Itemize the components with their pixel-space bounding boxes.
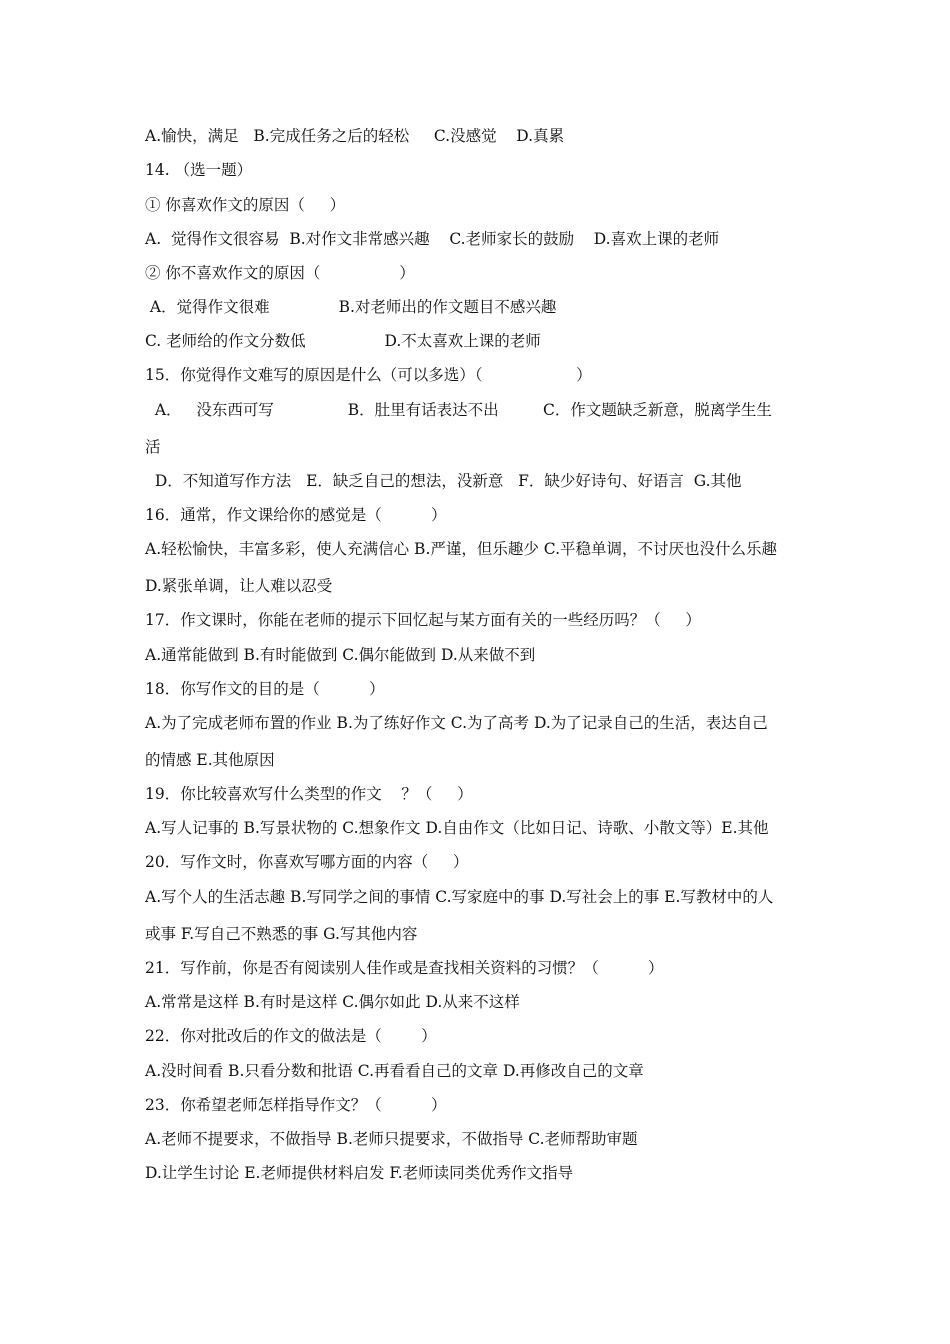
question-23: 23．你希望老师怎样指导作文？（ ） xyxy=(145,1096,447,1114)
answer-options-18b: 的情感 E.其他原因 xyxy=(145,751,275,769)
answer-options-15a: A． 没东西可写 B．肚里有话表达不出 C．作文题缺乏新意，脱离学生生 xyxy=(145,401,772,419)
answer-options-13: A.愉快，满足 B.完成任务之后的轻松 C.没感觉 D.真累 xyxy=(145,127,565,145)
question-21: 21．写作前，你是否有阅读别人佳作或是查找相关资料的习惯？（ ） xyxy=(145,959,664,977)
question-15: 15．你觉得作文难写的原因是什么（可以多选）（ ） xyxy=(145,366,592,384)
answer-options-16b: D.紧张单调，让人难以忍受 xyxy=(145,577,333,595)
question-16: 16．通常，作文课给你的感觉是（ ） xyxy=(145,506,447,524)
answer-options-18a: A.为了完成老师布置的作业 B.为了练好作文 C.为了高考 D.为了记录自己的生活，表达自己 xyxy=(145,714,768,732)
answer-options-15c: D．不知道写作方法 E．缺乏自己的想法，没新意 F．缺少好诗句、好语言 G.其他 xyxy=(145,472,742,490)
answer-options-14-2a: A．觉得作文很难 B.对老师出的作文题目不感兴趣 xyxy=(145,298,557,316)
question-14-part-2: ② 你不喜欢作文的原因（ ） xyxy=(145,264,415,282)
question-20: 20．写作文时，你喜欢写哪方面的内容（ ） xyxy=(145,853,469,871)
question-22: 22．你对批改后的作文的做法是（ ） xyxy=(145,1027,437,1045)
question-14-part-1: ① 你喜欢作文的原因（ ） xyxy=(145,196,346,214)
answer-options-17: A.通常能做到 B.有时能做到 C.偶尔能做到 D.从来做不到 xyxy=(145,646,536,664)
question-19: 19．你比较喜欢写什么类型的作文 ？（ ） xyxy=(145,785,473,803)
question-18: 18．你写作文的目的是（ ） xyxy=(145,680,385,698)
answer-options-15b: 活 xyxy=(145,438,161,456)
question-17: 17．作文课时，你能在老师的提示下回忆起与某方面有关的一些经历吗？（ ） xyxy=(145,611,701,629)
answer-options-20b: 或事 F.写自己不熟悉的事 G.写其他内容 xyxy=(145,925,418,943)
answer-options-22: A.没时间看 B.只看分数和批语 C.再看看自己的文章 D.再修改自己的文章 xyxy=(145,1062,644,1080)
answer-options-23a: A.老师不提要求，不做指导 B.老师只提要求，不做指导 C.老师帮助审题 xyxy=(145,1130,638,1148)
answer-options-14-1: A. 觉得作文很容易 B.对作文非常感兴趣 C.老师家长的鼓励 D.喜欢上课的老师 xyxy=(145,230,720,248)
answer-options-21: A.常常是这样 B.有时是这样 C.偶尔如此 D.从来不这样 xyxy=(145,993,520,1011)
answer-options-14-2b: C. 老师给的作文分数低 D.不太喜欢上课的老师 xyxy=(145,332,541,350)
question-14: 14. （选一题） xyxy=(145,161,253,179)
answer-options-16a: A.轻松愉快，丰富多彩，使人充满信心 B.严谨，但乐趣少 C.平稳单调，不讨厌也没什么乐趣 xyxy=(145,540,778,558)
answer-options-20a: A.写个人的生活志趣 B.写同学之间的事情 C.写家庭中的事 D.写社会上的事 E.写教材中的人 xyxy=(145,888,774,906)
answer-options-19: A.写人记事的 B.写景状物的 C.想象作文 D.自由作文（比如日记、诗歌、小散文等）E.其他 xyxy=(145,819,769,837)
answer-options-23b: D.让学生讨论 E.老师提供材料启发 F.老师读同类优秀作文指导 xyxy=(145,1164,574,1182)
